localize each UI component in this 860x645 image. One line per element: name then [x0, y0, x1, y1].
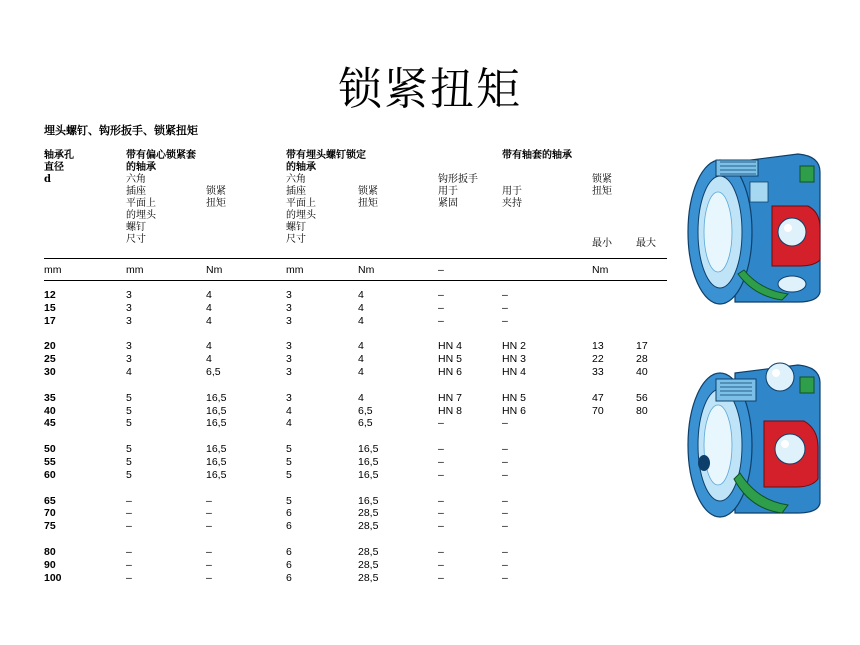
cell-ecc-hex: 5 [126, 404, 132, 417]
cell-ecc-torque: 4 [206, 353, 212, 366]
cell-grub-torque: 4 [358, 366, 364, 378]
cell-ecc-torque: – [206, 571, 212, 584]
unit-ecc-hex: mm [126, 264, 144, 276]
cell-bore: 25 [44, 353, 56, 366]
cell-wrench-clamp: HN 2 [502, 340, 526, 353]
bearing-illustration-grub-screw [680, 355, 855, 525]
cell-wrench-fix: – [438, 301, 444, 314]
cell-grub-hex: 3 [286, 340, 292, 353]
cell-wrench-clamp: – [502, 301, 508, 314]
cell-grub-torque: 16,5 [358, 468, 379, 481]
cell-ecc-hex: 5 [126, 456, 132, 468]
cell-ecc-hex: 5 [126, 443, 132, 456]
cell-grub-torque: 4 [358, 301, 364, 314]
cell-wrench-clamp: – [502, 468, 508, 481]
cell-bore: 75 [44, 520, 56, 533]
cell-ecc-hex: 3 [126, 340, 132, 353]
cell-ecc-hex: – [126, 571, 132, 584]
cell-ecc-hex: 3 [126, 353, 132, 366]
cell-ecc-torque: – [206, 520, 212, 533]
cell-ecc-torque: 4 [206, 340, 212, 353]
cell-grub-hex: 5 [286, 456, 292, 468]
cell-ecc-hex: 5 [126, 468, 132, 481]
cell-wrench-clamp: – [502, 558, 508, 571]
cell-wrench-fix: HN 6 [438, 366, 462, 378]
cell-grub-hex: 5 [286, 494, 292, 507]
cell-bore: 55 [44, 456, 56, 468]
cell-ecc-torque: – [206, 558, 212, 571]
cell-torque-min: 47 [592, 391, 604, 404]
cell-wrench-clamp: HN 3 [502, 353, 526, 366]
cell-ecc-torque: 4 [206, 314, 212, 327]
header-min: 最小 [592, 238, 612, 249]
cell-bore: 60 [44, 468, 56, 481]
cell-wrench-clamp: – [502, 520, 508, 533]
cell-wrench-fix: – [438, 456, 444, 468]
cell-bore: 90 [44, 558, 56, 571]
cell-wrench-fix: – [438, 546, 444, 558]
cell-torque-max: 80 [636, 404, 648, 417]
cell-grub-torque: 28,5 [358, 558, 379, 571]
cell-bore: 12 [44, 289, 56, 301]
cell-ecc-hex: – [126, 546, 132, 558]
cell-torque-max: 28 [636, 353, 648, 366]
header-rule-top [44, 258, 667, 259]
cell-ecc-torque: – [206, 507, 212, 520]
cell-wrench-fix: – [438, 571, 444, 584]
header-grub-torque: 锁紧 扭矩 [358, 186, 378, 209]
cell-grub-torque: 4 [358, 314, 364, 327]
cell-grub-torque: 28,5 [358, 571, 379, 584]
cell-ecc-hex: 3 [126, 289, 132, 301]
header-adapter-torque: 锁紧 扭矩 [592, 174, 612, 197]
cell-ecc-hex: – [126, 507, 132, 520]
cell-grub-hex: 3 [286, 301, 292, 314]
unit-wrench-fix: – [438, 264, 444, 276]
cell-bore: 20 [44, 340, 56, 353]
unit-bore: mm [44, 264, 62, 276]
header-bore: 轴承孔 直径 d [44, 150, 74, 185]
cell-ecc-torque: – [206, 494, 212, 507]
cell-bore: 17 [44, 314, 56, 327]
cell-grub-hex: 3 [286, 289, 292, 301]
cell-ecc-hex: 3 [126, 314, 132, 327]
bearing-illustration-eccentric [680, 142, 855, 312]
cell-wrench-fix: – [438, 558, 444, 571]
cell-ecc-torque: 6,5 [206, 366, 221, 378]
header-grub-group: 带有埋头螺钉锁定 的轴承 [286, 150, 366, 173]
cell-grub-hex: 5 [286, 468, 292, 481]
table-subtitle: 埋头螺钉、钩形扳手、锁紧扭矩 [44, 124, 198, 137]
cell-wrench-clamp: – [502, 571, 508, 584]
cell-grub-torque: 16,5 [358, 443, 379, 456]
cell-ecc-hex: 4 [126, 366, 132, 378]
cell-ecc-torque: 4 [206, 301, 212, 314]
cell-wrench-fix: – [438, 507, 444, 520]
cell-grub-torque: 28,5 [358, 546, 379, 558]
header-rule-bottom [44, 280, 667, 281]
header-adapter-group: 带有轴套的轴承 [502, 150, 572, 161]
cell-bore: 45 [44, 417, 56, 430]
header-grub-hex: 六角 插座 平面上 的埋头 螺钉 尺寸 [286, 174, 316, 245]
cell-grub-torque: 28,5 [358, 507, 379, 520]
cell-bore: 40 [44, 404, 56, 417]
header-wrench-clamp: 用于 夹持 [502, 186, 522, 209]
cell-grub-hex: 6 [286, 571, 292, 584]
cell-wrench-clamp: – [502, 507, 508, 520]
cell-wrench-fix: HN 8 [438, 404, 462, 417]
cell-wrench-clamp: – [502, 314, 508, 327]
cell-grub-hex: 3 [286, 314, 292, 327]
cell-wrench-fix: – [438, 314, 444, 327]
cell-grub-hex: 3 [286, 391, 292, 404]
cell-bore: 65 [44, 494, 56, 507]
cell-grub-torque: 4 [358, 391, 364, 404]
cell-wrench-clamp: – [502, 417, 508, 430]
header-wrench-fix: 钩形扳手 用于 紧固 [438, 174, 478, 209]
cell-ecc-hex: – [126, 520, 132, 533]
cell-wrench-clamp: – [502, 546, 508, 558]
cell-wrench-fix: – [438, 468, 444, 481]
cell-bore: 80 [44, 546, 56, 558]
cell-grub-hex: 4 [286, 417, 292, 430]
cell-ecc-torque: 16,5 [206, 417, 227, 430]
header-eccentric-hex: 六角 插座 平面上 的埋头 螺钉 尺寸 [126, 174, 156, 245]
cell-wrench-fix: – [438, 289, 444, 301]
cell-grub-torque: 28,5 [358, 520, 379, 533]
cell-bore: 30 [44, 366, 56, 378]
cell-wrench-clamp: HN 6 [502, 404, 526, 417]
cell-wrench-clamp: – [502, 456, 508, 468]
cell-wrench-clamp: – [502, 289, 508, 301]
cell-torque-min: 70 [592, 404, 604, 417]
cell-grub-hex: 3 [286, 366, 292, 378]
cell-wrench-clamp: HN 4 [502, 366, 526, 378]
cell-grub-hex: 6 [286, 507, 292, 520]
header-max: 最大 [636, 238, 656, 249]
unit-torque-min: Nm [592, 264, 609, 276]
cell-ecc-torque: 16,5 [206, 404, 227, 417]
cell-ecc-hex: – [126, 494, 132, 507]
cell-wrench-fix: – [438, 494, 444, 507]
cell-ecc-torque: 16,5 [206, 443, 227, 456]
cell-ecc-hex: 3 [126, 301, 132, 314]
page-title: 锁紧扭矩 [338, 64, 522, 115]
cell-grub-hex: 3 [286, 353, 292, 366]
cell-grub-hex: 6 [286, 546, 292, 558]
cell-grub-hex: 5 [286, 443, 292, 456]
cell-ecc-torque: 4 [206, 289, 212, 301]
cell-torque-min: 13 [592, 340, 604, 353]
cell-wrench-clamp: – [502, 494, 508, 507]
cell-ecc-hex: – [126, 558, 132, 571]
header-eccentric-torque: 锁紧 扭矩 [206, 186, 226, 209]
cell-wrench-fix: – [438, 443, 444, 456]
cell-grub-hex: 6 [286, 558, 292, 571]
cell-torque-min: 33 [592, 366, 604, 378]
cell-wrench-fix: – [438, 417, 444, 430]
cell-grub-torque: 16,5 [358, 494, 379, 507]
cell-ecc-hex: 5 [126, 391, 132, 404]
cell-bore: 15 [44, 301, 56, 314]
unit-grub-torque: Nm [358, 264, 375, 276]
cell-grub-torque: 4 [358, 340, 364, 353]
cell-grub-torque: 4 [358, 353, 364, 366]
cell-ecc-torque: 16,5 [206, 391, 227, 404]
cell-wrench-fix: – [438, 520, 444, 533]
cell-grub-hex: 4 [286, 404, 292, 417]
cell-ecc-hex: 5 [126, 417, 132, 430]
unit-ecc-torque: Nm [206, 264, 223, 276]
cell-wrench-clamp: HN 5 [502, 391, 526, 404]
cell-bore: 100 [44, 571, 62, 584]
cell-bore: 35 [44, 391, 56, 404]
cell-grub-torque: 4 [358, 289, 364, 301]
cell-wrench-clamp: – [502, 443, 508, 456]
unit-grub-hex: mm [286, 264, 304, 276]
cell-bore: 70 [44, 507, 56, 520]
cell-wrench-fix: HN 5 [438, 353, 462, 366]
cell-grub-torque: 16,5 [358, 456, 379, 468]
cell-wrench-fix: HN 7 [438, 391, 462, 404]
cell-ecc-torque: 16,5 [206, 456, 227, 468]
cell-torque-max: 17 [636, 340, 648, 353]
cell-bore: 50 [44, 443, 56, 456]
cell-torque-min: 22 [592, 353, 604, 366]
header-eccentric-group: 带有偏心锁紧套 的轴承 [126, 150, 196, 173]
cell-grub-hex: 6 [286, 520, 292, 533]
cell-torque-max: 40 [636, 366, 648, 378]
cell-wrench-fix: HN 4 [438, 340, 462, 353]
cell-torque-max: 56 [636, 391, 648, 404]
cell-grub-torque: 6,5 [358, 417, 373, 430]
cell-ecc-torque: 16,5 [206, 468, 227, 481]
cell-grub-torque: 6,5 [358, 404, 373, 417]
cell-ecc-torque: – [206, 546, 212, 558]
